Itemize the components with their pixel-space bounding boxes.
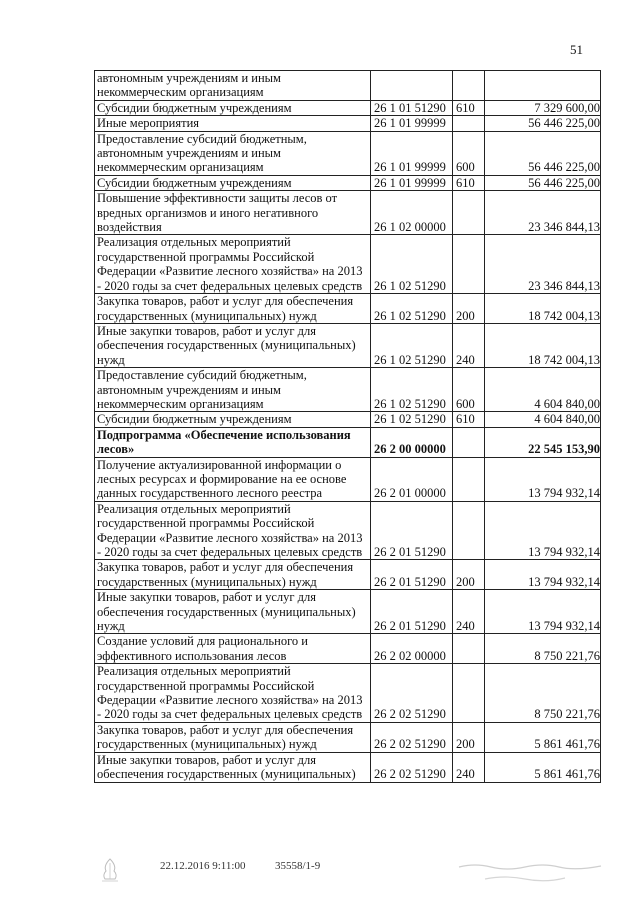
- row-sum: 5 861 461,76: [485, 722, 601, 752]
- row-code: 26 1 02 51290: [371, 412, 453, 427]
- row-code: 26 1 01 99999: [371, 116, 453, 131]
- row-type: [453, 501, 485, 560]
- table-row: [95, 116, 601, 131]
- table-row-subprogram: [95, 427, 601, 457]
- row-type: [453, 235, 485, 294]
- row-name: автономным учреждениям и иным некоммерческим организациям: [95, 71, 371, 101]
- row-type: 200: [453, 560, 485, 590]
- row-type: 600: [453, 131, 485, 175]
- row-sum: 56 446 225,00: [485, 116, 601, 131]
- row-name: Закупка товаров, работ и услуг для обеспечения государственных (муниципальных) нужд: [95, 294, 371, 324]
- table-row: [95, 368, 601, 412]
- table-row: [95, 100, 601, 115]
- emblem-icon: [98, 857, 122, 883]
- row-code: 26 1 02 51290: [371, 368, 453, 412]
- row-name: Реализация отдельных мероприятий государственной программы Российской Федерации «Развитие лесного хозяйства» на 2013 - 2020 годы за счет федеральных целевых средств: [95, 501, 371, 560]
- row-code: 26 2 01 00000: [371, 457, 453, 501]
- row-sum: 13 794 932,14: [485, 590, 601, 634]
- row-type: [453, 191, 485, 235]
- row-sum: 23 346 844,13: [485, 191, 601, 235]
- row-type: 240: [453, 752, 485, 782]
- budget-table: [94, 70, 601, 783]
- table-row: [95, 457, 601, 501]
- row-name: Субсидии бюджетным учреждениям: [95, 175, 371, 190]
- row-sum: 8 750 221,76: [485, 664, 601, 723]
- row-code: 26 2 00 00000: [371, 427, 453, 457]
- table-row: [95, 191, 601, 235]
- table-row: [95, 560, 601, 590]
- row-type: 240: [453, 323, 485, 367]
- row-code: [371, 71, 453, 101]
- row-name: Иные закупки товаров, работ и услуг для обеспечения государственных (муниципальных) нужд: [95, 590, 371, 634]
- row-name: Иные закупки товаров, работ и услуг для обеспечения государственных (муниципальных): [95, 752, 371, 782]
- row-sum: 7 329 600,00: [485, 100, 601, 115]
- row-code: 26 2 02 00000: [371, 634, 453, 664]
- faded-stamp-icon: [455, 857, 605, 887]
- row-type: [453, 116, 485, 131]
- table-row: [95, 590, 601, 634]
- row-name: Реализация отдельных мероприятий государственной программы Российской Федерации «Развитие лесного хозяйства» на 2013 - 2020 годы за счет федеральных целевых средств: [95, 664, 371, 723]
- page-number: 51: [570, 42, 583, 57]
- row-type: 610: [453, 175, 485, 190]
- table-row: [95, 235, 601, 294]
- row-type: [453, 427, 485, 457]
- table-row: [95, 752, 601, 782]
- row-sum: 18 742 004,13: [485, 294, 601, 324]
- row-sum: 22 545 153,90: [485, 427, 601, 457]
- row-type: 240: [453, 590, 485, 634]
- table-row: [95, 722, 601, 752]
- row-sum: 13 794 932,14: [485, 457, 601, 501]
- footer-document-number: 35558/1-9: [275, 860, 321, 872]
- row-type: 200: [453, 722, 485, 752]
- row-name: Закупка товаров, работ и услуг для обеспечения государственных (муниципальных) нужд: [95, 722, 371, 752]
- row-name: Субсидии бюджетным учреждениям: [95, 412, 371, 427]
- row-type: 200: [453, 294, 485, 324]
- row-sum: 18 742 004,13: [485, 323, 601, 367]
- row-name: Предоставление субсидий бюджетным, автономным учреждениям и иным некоммерческим организациям: [95, 131, 371, 175]
- row-type: 610: [453, 100, 485, 115]
- footer-datetime: 22.12.2016 9:11:00: [160, 860, 246, 872]
- row-name: Предоставление субсидий бюджетным, автономным учреждениям и иным некоммерческим организациям: [95, 368, 371, 412]
- row-sum: 56 446 225,00: [485, 131, 601, 175]
- row-code: 26 1 02 51290: [371, 235, 453, 294]
- table-row: [95, 412, 601, 427]
- row-sum: 13 794 932,14: [485, 501, 601, 560]
- row-code: 26 1 02 51290: [371, 294, 453, 324]
- row-code: 26 1 02 51290: [371, 323, 453, 367]
- table-row: [95, 131, 601, 175]
- table-row: [95, 501, 601, 560]
- row-name: Закупка товаров, работ и услуг для обеспечения государственных (муниципальных) нужд: [95, 560, 371, 590]
- row-name: Реализация отдельных мероприятий государственной программы Российской Федерации «Развитие лесного хозяйства» на 2013 - 2020 годы за счет федеральных целевых средств: [95, 235, 371, 294]
- row-type: 610: [453, 412, 485, 427]
- row-name: Иные закупки товаров, работ и услуг для обеспечения государственных (муниципальных) нужд: [95, 323, 371, 367]
- table-row: [95, 294, 601, 324]
- row-code: 26 2 01 51290: [371, 560, 453, 590]
- row-sum: 13 794 932,14: [485, 560, 601, 590]
- row-name: Создание условий для рационального и эффективного использования лесов: [95, 634, 371, 664]
- table-row: [95, 634, 601, 664]
- table-row: [95, 71, 601, 101]
- row-sum: 4 604 840,00: [485, 412, 601, 427]
- table-row: [95, 664, 601, 723]
- row-sum: 5 861 461,76: [485, 752, 601, 782]
- table-row: [95, 175, 601, 190]
- table-row: [95, 323, 601, 367]
- row-code: 26 2 02 51290: [371, 722, 453, 752]
- row-type: [453, 71, 485, 101]
- row-name: Субсидии бюджетным учреждениям: [95, 100, 371, 115]
- page-footer: [0, 855, 640, 895]
- row-code: 26 1 01 99999: [371, 131, 453, 175]
- row-code: 26 1 01 51290: [371, 100, 453, 115]
- row-type: [453, 634, 485, 664]
- row-name: Подпрограмма «Обеспечение использования лесов»: [95, 427, 371, 457]
- row-sum: 23 346 844,13: [485, 235, 601, 294]
- row-code: 26 2 01 51290: [371, 501, 453, 560]
- row-code: 26 2 02 51290: [371, 664, 453, 723]
- row-name: Иные мероприятия: [95, 116, 371, 131]
- row-sum: [485, 71, 601, 101]
- row-code: 26 2 01 51290: [371, 590, 453, 634]
- row-sum: 4 604 840,00: [485, 368, 601, 412]
- row-sum: 8 750 221,76: [485, 634, 601, 664]
- row-code: 26 1 01 99999: [371, 175, 453, 190]
- row-type: [453, 457, 485, 501]
- row-type: 600: [453, 368, 485, 412]
- row-name: Повышение эффективности защиты лесов от вредных организмов и иного негативного воздействия: [95, 191, 371, 235]
- row-code: 26 2 02 51290: [371, 752, 453, 782]
- row-name: Получение актуализированной информации о лесных ресурсах и формирование на ее основе данных государственного лесного реестра: [95, 457, 371, 501]
- row-sum: 56 446 225,00: [485, 175, 601, 190]
- row-type: [453, 664, 485, 723]
- row-code: 26 1 02 00000: [371, 191, 453, 235]
